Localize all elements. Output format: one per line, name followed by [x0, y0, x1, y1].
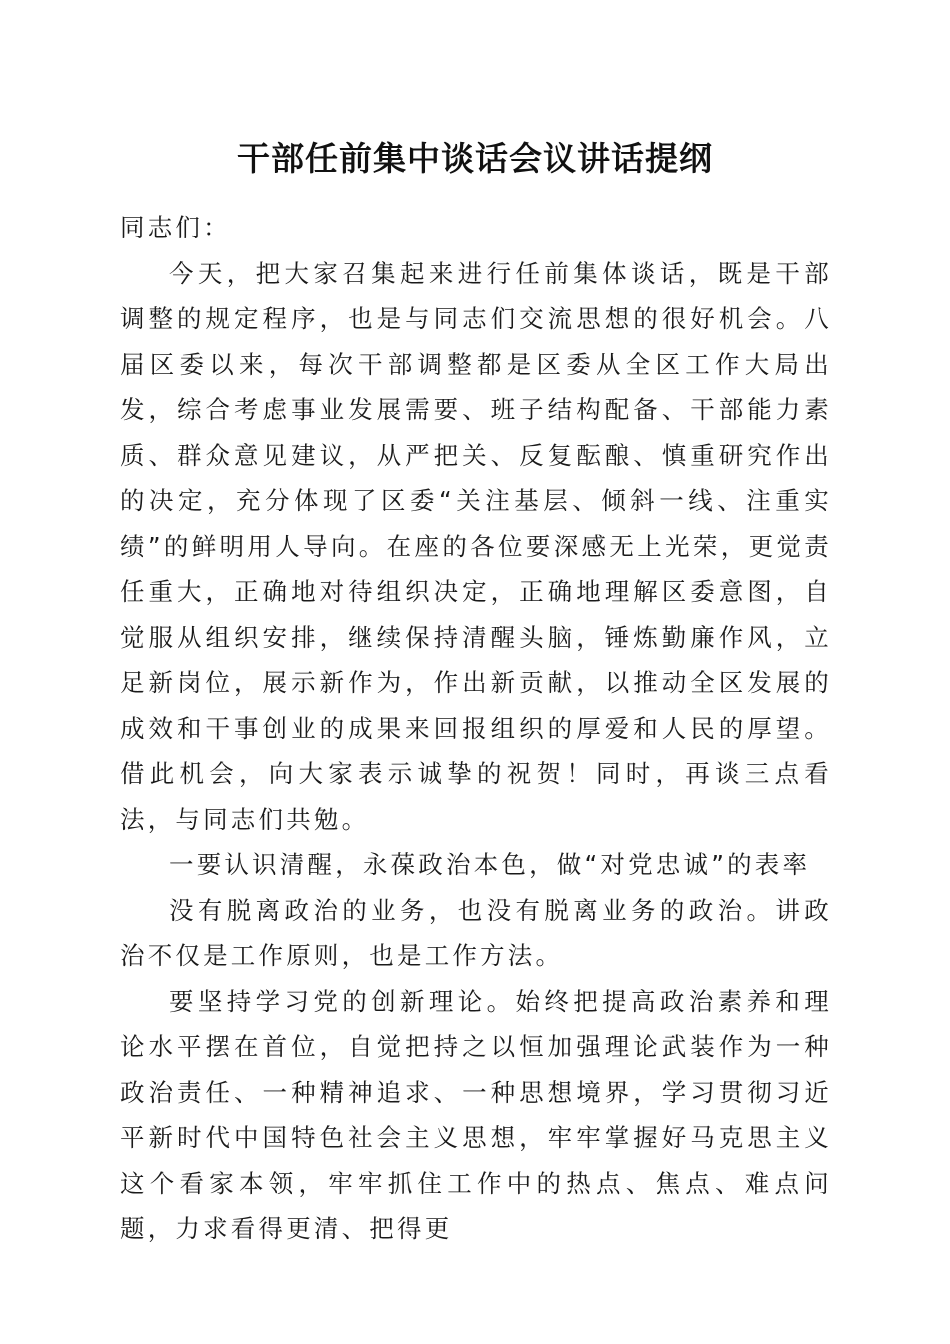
document-title: 干部任前集中谈话会议讲话提纲 — [237, 139, 713, 178]
paragraph-politics: 没有脱离政治的业务，也没有脱离业务的政治。讲政治不仅是工作原则，也是工作方法。 — [120, 895, 832, 970]
paragraph-theory-study: 要坚持学习党的创新理论。始终把提高政治素养和理论水平摆在首位，自觉把持之以恒加强理论武装作为一种政治责任、一种精神追求、一种思想境界，学习贯彻习近平新时代中国特色社会主义思想，牢牢掌握好马克思主义这个看家本领，牢牢抓住工作中的热点、焦点、难点问题，力求看得更清、把得更 — [120, 986, 832, 1243]
section-heading-1: 一要认识清醒，永葆政治本色，做“对党忠诚”的表率 — [169, 850, 811, 879]
paragraph-intro: 今天，把大家召集起来进行任前集体谈话，既是干部调整的规定程序，也是与同志们交流思想的很好机会。八届区委以来，每次干部调整都是区委从全区工作大局出发，综合考虑事业发展需要、班子结构配备、干部能力素质、群众意见建议，从严把关、反复酝酿、慎重研究作出的决定，充分体现了区委“关注基层、倾斜一线、注重实绩”的鲜明用人导向。在座的各位要深感无上光荣，更觉责任重大，正确地对待组织决定，正确地理解区委意图，自觉服从组织安排，继续保持清醒头脑，锤炼勤廉作风，立足新岗位，展示新作为，作出新贡献，以推动全区发展的成效和干事创业的成果来回报组织的厚爱和人民的厚望。借此机会，向大家表示诚挚的祝贺！同时，再谈三点看法，与同志们共勉。 — [120, 258, 832, 834]
document-body — [120, 205, 832, 1252]
salutation: 同志们： — [120, 213, 231, 242]
